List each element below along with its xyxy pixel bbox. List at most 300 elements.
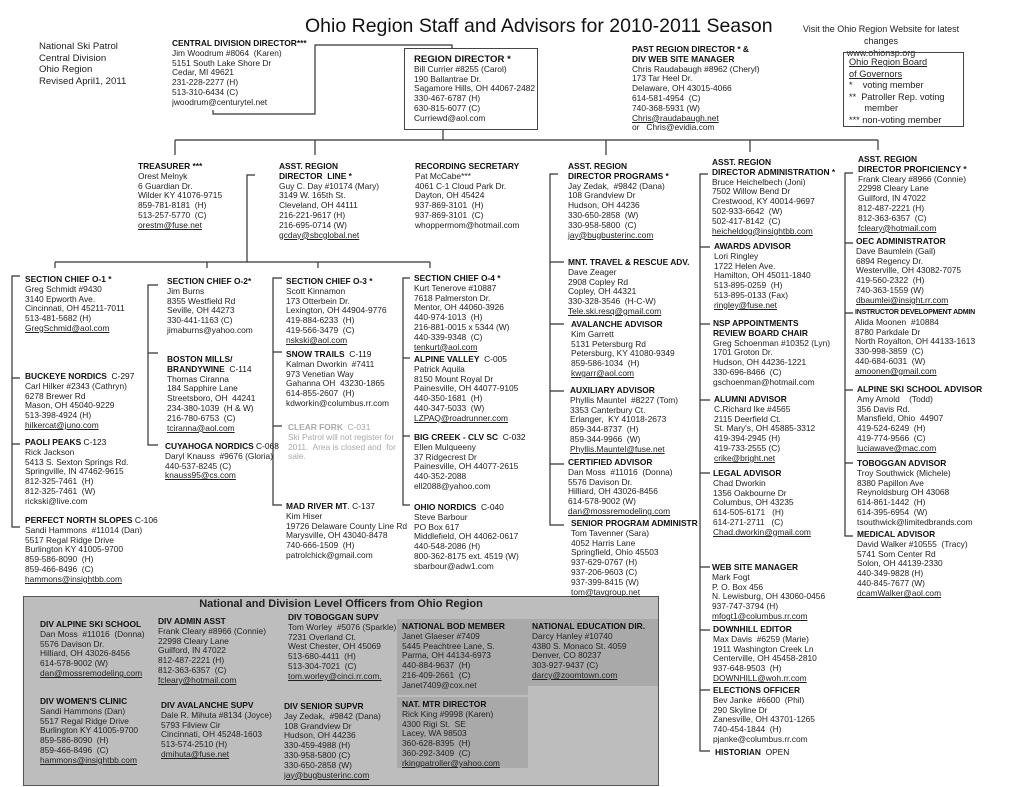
line-text: 812-487-2221 (H) (858, 202, 925, 213)
email-link[interactable] (570, 445, 678, 455)
line-text: 502-933-6642 (W) (712, 205, 783, 216)
role-title-text: CLEAR FORK (288, 422, 343, 432)
org-line: Central Division (39, 52, 107, 64)
line-text: 4380 S. Monaco St. 4059 (532, 640, 627, 651)
email-link[interactable] (568, 307, 689, 317)
officer-card-cert (568, 458, 673, 517)
line-text: Guy C. Day #10174 (Mary) (279, 180, 380, 191)
line-text: Sandi Hammons (Dan) (40, 705, 126, 716)
email-link[interactable] (40, 756, 138, 766)
line-text: 812-363-6357 (C) (858, 212, 927, 223)
line-text: sale. (288, 451, 306, 462)
line-text: Dave Baumlein (Gail) (856, 245, 936, 256)
email-link[interactable] (414, 562, 519, 572)
line-text: 6278 Brewer Rd (25, 390, 86, 401)
line-text: 190 Ballantrae Dr. (414, 73, 482, 84)
line-text: 812-325-7461 (W) (25, 485, 96, 496)
line-text: 614-395-6954 (W) (857, 506, 928, 517)
line-text: Kalman Dworkin #7411 (286, 358, 375, 369)
line-text: P. O. Box 456 (712, 581, 764, 592)
line-text: Streetsboro, OH 44241 (167, 393, 256, 404)
line-text: Burlington KY 41005-9700 (40, 725, 139, 736)
line-text: Zanesville, OH 43701-1265 (713, 714, 815, 725)
line-text: Guilford, IN 47022 (858, 193, 926, 204)
email-link[interactable] (414, 414, 518, 424)
email-link[interactable] (571, 588, 698, 598)
line-text: 859-466-8496 (C) (25, 563, 94, 574)
line-text: Hudson, OH 44236 (568, 200, 640, 211)
officer-card-ohionordics (414, 503, 519, 572)
area-code: C-297 (106, 371, 135, 381)
line-text: 3140 Epworth Ave. (25, 293, 96, 304)
line-text: 7618 Palmerston Dr. (414, 292, 491, 303)
officers-panel-title: National and Division Level Officers from Ohio Region (199, 598, 483, 610)
email-link[interactable] (25, 324, 125, 334)
email-link[interactable] (858, 224, 967, 234)
officer-card-buckeye (25, 372, 134, 431)
email-link[interactable] (158, 676, 266, 686)
role-title-text: ASST. REGION (712, 157, 772, 167)
officer-card-admin (712, 158, 835, 236)
email-link[interactable] (402, 759, 500, 769)
role-title-text: ASST. REGION (279, 161, 339, 171)
line-text: 812-325-7461 (H) (25, 476, 94, 487)
line-text: Rick Jackson (25, 446, 75, 457)
email-link[interactable] (165, 471, 279, 481)
email-link[interactable] (40, 669, 145, 679)
officer-card-asstline (279, 162, 379, 240)
contact-line (288, 452, 396, 462)
role-title-text: INSTRUCTOR DEVELOPMENT ADMIN (855, 309, 976, 316)
line-text: 513-310-6434 (C) (172, 86, 239, 97)
line-text: 303-927-9437 (C) (532, 660, 599, 671)
line-text: 1911 Washington Creek Ln (713, 643, 814, 654)
line-text: Wilder KY 41076-9715 (138, 190, 223, 201)
area-code: C-119 (344, 349, 372, 359)
line-text: 614-578-9002 (W) (40, 658, 108, 669)
officer-card-divwomen (40, 697, 138, 766)
line-text: 216-881-0015 x 5344 (W) (414, 321, 510, 332)
line-text: 614-578-9002 (W) (568, 496, 636, 507)
line-text: Mason, OH 45040-9229 (25, 400, 115, 411)
line-text: REVIEW BOARD CHAIR (713, 327, 808, 338)
officer-card-aval (571, 320, 675, 379)
officer-card-aux (570, 386, 678, 455)
email-link[interactable] (286, 551, 407, 561)
line-text: 8380 Papillon Ave (857, 477, 924, 488)
role-title-text: TREASURER *** (138, 161, 203, 171)
email-link[interactable] (25, 421, 134, 431)
line-text: 2011. Area is closed and for (288, 441, 396, 452)
role-title-text: SECTION CHIEF O-3 * (286, 276, 373, 286)
line-text: DIRECTOR PROFICIENCY * (858, 163, 967, 174)
line-text: Columbus, OH 43235 (713, 497, 794, 508)
line-text: DIRECTOR LINE * (279, 170, 352, 181)
officer-card-legal (713, 469, 811, 538)
line-text: 173 Otterbein Dr. (286, 295, 350, 306)
email-link[interactable] (714, 301, 811, 311)
officer-card-senior (571, 519, 698, 597)
board-legend-heading: of Governors (849, 68, 903, 79)
line-text: dan@mossremodeling.com (40, 667, 143, 678)
line-text: Greg Schmidt #9430 (25, 283, 102, 294)
email-link[interactable] (568, 507, 673, 517)
line-text: Carl Hilker #2343 (Cathryn) (25, 380, 127, 391)
line-text: 8150 Mount Royal Dr (414, 373, 494, 384)
website-note-text: Visit the Ohio Region Website for latest changes (802, 24, 960, 46)
officer-card-sc2 (167, 277, 253, 336)
officer-card-bigcreek (414, 433, 526, 492)
line-text: 513-574-2510 (H) (161, 739, 228, 750)
email-link[interactable] (402, 681, 505, 691)
officer-card-mad (286, 502, 407, 561)
line-text: patrolchick@gmail.com (286, 549, 373, 560)
line-text: 859-344-9966 (W) (570, 433, 641, 444)
email-link[interactable] (855, 367, 975, 377)
email-link[interactable] (284, 771, 381, 781)
line-text: Janet7409@cox.net (402, 679, 477, 690)
email-link[interactable] (25, 575, 158, 585)
officer-card-treasurer (138, 162, 222, 231)
line-text: Lori Ringley (714, 250, 759, 261)
line-text: Jay Zedak, #9842 (Dana) (284, 710, 381, 721)
line-text: hilkercat@juno.com (25, 419, 99, 430)
role-title-text: CENTRAL DIVISION DIRECTOR*** (172, 38, 307, 48)
line-text: Thomas Ciranna (167, 373, 229, 384)
officer-card-divtob (288, 613, 396, 682)
email-link[interactable] (286, 336, 387, 346)
role-title-text: OEC ADMINISTRATOR (856, 236, 946, 246)
line-text: 440-339-9348 (C) (414, 331, 483, 342)
board-legend-heading: Ohio Region Board (849, 57, 928, 67)
email-link[interactable] (25, 497, 128, 507)
line-text: 513-398-4924 (H) (25, 410, 92, 421)
line-text: Troy Southwick (Michele) (857, 467, 951, 478)
line-text: 859-781-8181 (H) (138, 200, 207, 211)
line-text: jimaburns@yahoo.com (167, 324, 253, 335)
officer-card-region (414, 55, 535, 124)
officer-card-prof (858, 155, 967, 233)
line-text: 5131 Petersburg Rd (571, 338, 646, 349)
line-text: Centerville, OH 45458-2810 (713, 653, 817, 664)
line-text: Copley, OH 44321 (568, 286, 637, 297)
line-text: Middlefield, OH 44062-0617 (414, 531, 519, 542)
line-text: 419-560-2322 (H) (856, 275, 925, 286)
line-text: 5151 South Lake Shore Dr (172, 57, 272, 68)
email-link[interactable] (568, 231, 669, 241)
officer-card-nated (532, 622, 645, 681)
email-link[interactable] (286, 399, 389, 409)
line-text: or Chris@evidia.com (632, 122, 715, 133)
line-text: 740-368-5931 (W) (632, 102, 700, 113)
email-link[interactable] (414, 482, 526, 492)
line-text: 5517 Regal Ridge Drive (40, 715, 129, 726)
line-text: Daryl Knauss #9676 (Gloria) (165, 450, 273, 461)
line-text: 356 Davis Rd. (857, 403, 910, 414)
email-link[interactable] (414, 343, 509, 353)
email-link[interactable] (414, 114, 535, 124)
line-text: orestm@fuse.net (138, 219, 202, 230)
line-text: Frank Cleary #8966 (Connie) (858, 173, 966, 184)
line-text: GregSchmid@aol.com (25, 322, 110, 333)
line-text: Dale R. Mihuta #8134 (Joyce) (161, 709, 272, 720)
line-text: 5517 Regal Ridge Drive (25, 534, 114, 545)
line-text: 4061 C-1 Cloud Park Dr. (415, 180, 507, 191)
line-text: Guilford, IN 47022 (158, 645, 226, 656)
line-text: 234-380-1039 (H & W) (167, 402, 254, 413)
role-title-text: DIV SENIOR SUPVR (284, 701, 364, 711)
role-title-text: ASST. REGION (858, 154, 918, 164)
line-text: 216-695-0714 (W) (279, 219, 347, 230)
line-text: amoonen@gmail.com (855, 365, 937, 376)
line-text: 2115 Deerfield Ct. (714, 413, 781, 424)
line-text: Dan Moss #11016 (Donna) (568, 466, 673, 477)
line-text: BRANDYWINE (167, 363, 225, 374)
officer-card-oec (856, 237, 961, 306)
website-url[interactable]: www.ohionsp.org (846, 48, 916, 58)
line-text: Frank Cleary #8966 (Connie) (158, 625, 266, 636)
line-text: 330-696-8466 (C) (713, 366, 782, 377)
line-text: 513-895-0259 (H) (714, 280, 783, 291)
role-title-text: DIV ALPINE SKI SCHOOL (40, 619, 142, 629)
line-text: 330-958-5800 (C) (568, 219, 637, 230)
line-text: Scott Kinnamon (286, 285, 346, 296)
line-text: Seville, OH 44273 (167, 305, 235, 316)
line-text: 5576 Davison Dr. (568, 476, 633, 487)
line-text: DIRECTOR ADMINISTRATION * (712, 166, 836, 177)
line-text: gcday@sbcglobal.net (279, 229, 360, 240)
line-text: 37 Ridgecrest Dr (414, 451, 477, 462)
area-code: OPEN (760, 747, 790, 757)
line-text: 330-467-6787 (H) (414, 93, 481, 104)
line-text: Alida Moonen #10884 (855, 316, 939, 327)
line-text: 502-417-8142 (C) (712, 215, 781, 226)
line-text: DOWNHILL@woh.rr.com (713, 672, 807, 683)
line-text: 5445 Peachtree Lane, S. (402, 640, 495, 651)
line-text: Steve Barbour (414, 511, 468, 522)
line-text: 108 Grandview Dr (284, 720, 352, 731)
line-text: 440-347-5033 (W) (414, 402, 485, 413)
line-text: heicheldog@insightbb.com (712, 225, 813, 236)
line-text: 231-228-2277 (H) (172, 77, 239, 88)
role-title-text: LEGAL ADVISOR (713, 468, 782, 478)
email-link[interactable] (167, 424, 255, 434)
role-title-text: MNT. TRAVEL & RESCUE ADV. (568, 257, 690, 267)
line-text: Ellen Mulqueeny (414, 441, 476, 452)
line-text: Painesville, OH 44077-9105 (414, 383, 519, 394)
officer-card-central (172, 39, 307, 108)
email-link[interactable] (713, 735, 815, 745)
line-text: 937-399-8415 (W) (571, 576, 639, 587)
email-link[interactable] (532, 671, 645, 681)
email-link[interactable] (857, 444, 982, 454)
line-text: Painesville, OH 44077-2615 (414, 461, 519, 472)
line-text: 5576 Davison Dr. (40, 638, 105, 649)
line-text: 419-524-6249 (H) (857, 423, 926, 434)
area-code: . C-137 (347, 501, 375, 511)
officer-card-divsenior (284, 702, 381, 780)
line-text: 330-998-3859 (C) (855, 346, 924, 357)
line-text: Cleveland, OH 44111 (279, 200, 358, 211)
line-text: 937-869-3101 (H) (415, 200, 484, 211)
line-text: 440-352-2088 (414, 471, 467, 482)
line-text: Tom Worley #5076 (Sparkle) (288, 621, 397, 632)
line-text: Denver, CO 80237 (532, 650, 602, 661)
line-text: 7231 Overland Ct. (288, 631, 356, 642)
board-legend (843, 52, 964, 127)
role-title-text: NATIONAL EDUCATION DIR. (532, 621, 646, 631)
line-text: Jim Burns (167, 285, 205, 296)
line-text: Crestwood, KY 40014-9697 (712, 196, 815, 207)
line-text: 8355 Westfield Rd (167, 295, 236, 306)
officer-card-web (712, 563, 825, 622)
line-text: 973 Venetian Way (286, 368, 354, 379)
line-text: Cincinnati, OH 45211-7011 (25, 303, 125, 314)
officer-card-past (632, 45, 760, 133)
line-text: 360-292-3409 (C) (402, 747, 471, 758)
role-title-text: NAT. MTR DIRECTOR (402, 699, 487, 709)
officer-card-divalpine (40, 620, 145, 679)
line-text: nskski@aol.com (286, 334, 348, 345)
line-text: 216-409-2661 (C) (402, 669, 471, 680)
role-title-text: MAD RIVER MT (286, 501, 348, 511)
email-link[interactable] (279, 231, 379, 241)
officer-card-sc1 (25, 275, 125, 334)
role-title-text: OHIO NORDICS (414, 502, 477, 512)
officer-card-historian (715, 748, 789, 758)
line-text: jay@bugbusterinc.com (568, 229, 654, 240)
email-link[interactable] (632, 123, 760, 133)
line-text: rkingpatroller@yahoo.com (402, 757, 500, 768)
line-text: Kurt Tenerove #10887 (414, 282, 497, 293)
line-text: dan@mossremodeling.com (568, 505, 671, 516)
line-text: Gahanna OH 43230-1865 (286, 378, 385, 389)
role-title-text: CUYAHOGA NORDICS (165, 441, 254, 451)
email-link[interactable] (167, 326, 253, 336)
line-text: DIRECTOR PROGRAMS * (568, 170, 669, 181)
line-text: 2908 Copley Rd (568, 276, 629, 287)
line-text: Janet Glaeser #7409 (402, 630, 480, 641)
area-code: C-032 (498, 432, 526, 442)
line-text: dbaumlei@insight.rr.com (856, 294, 949, 305)
line-text: 184 Sapphire Lane (167, 383, 238, 394)
line-text: Hilliard, OH 43026-8456 (568, 486, 658, 497)
line-text: 5413 S. Sexton Springs Rd. (25, 456, 129, 467)
line-text: 419-566-3479 (C) (286, 324, 355, 335)
line-text: Bill Currier #8255 (Carol) (414, 63, 507, 74)
email-link[interactable] (138, 221, 222, 231)
email-link[interactable] (571, 369, 675, 379)
line-text: tom@tavgroup.net (571, 586, 641, 597)
officer-card-alumni (714, 395, 815, 464)
line-text: 859-344-8737 (H) (570, 424, 639, 435)
role-title-text: DIV AVALANCHE SUPV (161, 700, 254, 710)
line-text: Springville, IN 47462-9615 (25, 466, 124, 477)
line-text: Westerville, OH 43082-7075 (856, 265, 962, 276)
line-text: 3149 W. 165th St. (279, 190, 346, 201)
line-text: 173 Tar Heel Dr. (632, 73, 693, 84)
role-title-text: CERTIFIED ADVISOR (568, 457, 653, 467)
line-text: 440-349-9828 (H) (857, 568, 924, 579)
email-link[interactable] (856, 296, 961, 306)
line-text: Hudson, OH 44236 (284, 730, 356, 741)
email-link[interactable] (161, 750, 272, 760)
legend-item: *** non-voting member (849, 114, 942, 125)
area-code: C-123 (81, 437, 107, 447)
officer-card-boston (167, 355, 255, 433)
line-text: 440-548-2086 (H) (414, 541, 481, 552)
line-text: 4300 Rigi St. SE (402, 718, 466, 729)
line-text: 937-747-3794 (H) (712, 601, 779, 612)
line-text: 5793 Filview Cir (161, 719, 221, 730)
page-title: Ohio Region Staff and Advisors for 2010-2011 Season (305, 15, 773, 37)
line-text: 740-454-1844 (H) (713, 724, 782, 735)
line-text: Cedar, MI 49621 (172, 67, 234, 78)
line-text: West Chester, OH 45069 (288, 641, 381, 652)
email-link[interactable] (712, 612, 825, 622)
role-title-text: BOSTON MILLS/ (167, 354, 233, 364)
line-text: Amy Arnold (Todd) (857, 393, 933, 404)
line-text: 6 Guardian Dr. (138, 180, 193, 191)
line-text: Jay Zedak, #9842 (Dana) (568, 180, 665, 191)
legend-item: * voting member (849, 80, 924, 91)
officer-card-nsp (713, 319, 830, 388)
line-text: 22998 Cleary Lane (158, 635, 229, 646)
role-title-text: SECTION CHIEF O-1 * (25, 274, 112, 284)
email-link[interactable] (857, 518, 973, 528)
line-text: fcleary@hotmail.com (158, 674, 237, 685)
line-text: 6894 Regency Dr. (856, 255, 924, 266)
email-link[interactable] (713, 378, 830, 388)
line-text: Lexington, OH 44904-9776 (286, 305, 387, 316)
line-text: Cincinnati, OH 45248-1603 (161, 729, 263, 740)
line-text: 1701 Groton Dr. (713, 347, 773, 358)
line-text: Mentor, OH 44060-3926 (414, 302, 504, 313)
line-text: PO Box 617 (414, 521, 460, 532)
email-link[interactable] (172, 98, 307, 108)
line-text: 330-441-1163 (C) (167, 315, 233, 326)
line-text: 859-586-8090 (H) (40, 735, 109, 746)
line-text: Dayton, OH 45424 (415, 190, 485, 201)
email-link[interactable] (713, 528, 811, 538)
line-text: pjanke@columbus.rr.com (713, 733, 808, 744)
email-link[interactable] (288, 672, 396, 682)
line-text: 740-363-1559 (W) (856, 284, 924, 295)
officer-card-recsec (415, 162, 519, 231)
role-title-text: SECTION CHIEF O-2* (167, 276, 252, 286)
line-text: hammons@insightbb.com (25, 573, 122, 584)
line-text: 614-861-1442 (H) (857, 497, 926, 508)
role-title-text: ASST. REGION (568, 161, 628, 171)
line-text: DIV WEB SITE MANAGER (632, 53, 735, 64)
line-text: 1356 Oakbourne Dr (713, 487, 787, 498)
role-title-text: NSP APPOINTMENTS (713, 318, 799, 328)
line-text: kdworkin@columbus.rr.com (286, 397, 389, 408)
line-text: 330-650-2858 (W) (284, 759, 352, 770)
line-text: 859-586-1034 (H) (571, 358, 640, 369)
email-link[interactable] (713, 674, 817, 684)
email-link[interactable] (712, 227, 835, 237)
email-link[interactable] (415, 221, 519, 231)
line-text: 108 Grandview Dr (568, 190, 636, 201)
line-text: 937-869-3101 (C) (415, 209, 484, 220)
officer-card-sc3 (286, 277, 387, 346)
email-link[interactable] (714, 454, 815, 464)
role-title-text: BUCKEYE NORDICS (25, 371, 107, 381)
line-text: St. Mary's, OH 45885-3312 (714, 423, 816, 434)
role-title-text: SECTION CHIEF O-4 * (414, 273, 501, 283)
email-link[interactable] (857, 589, 968, 599)
